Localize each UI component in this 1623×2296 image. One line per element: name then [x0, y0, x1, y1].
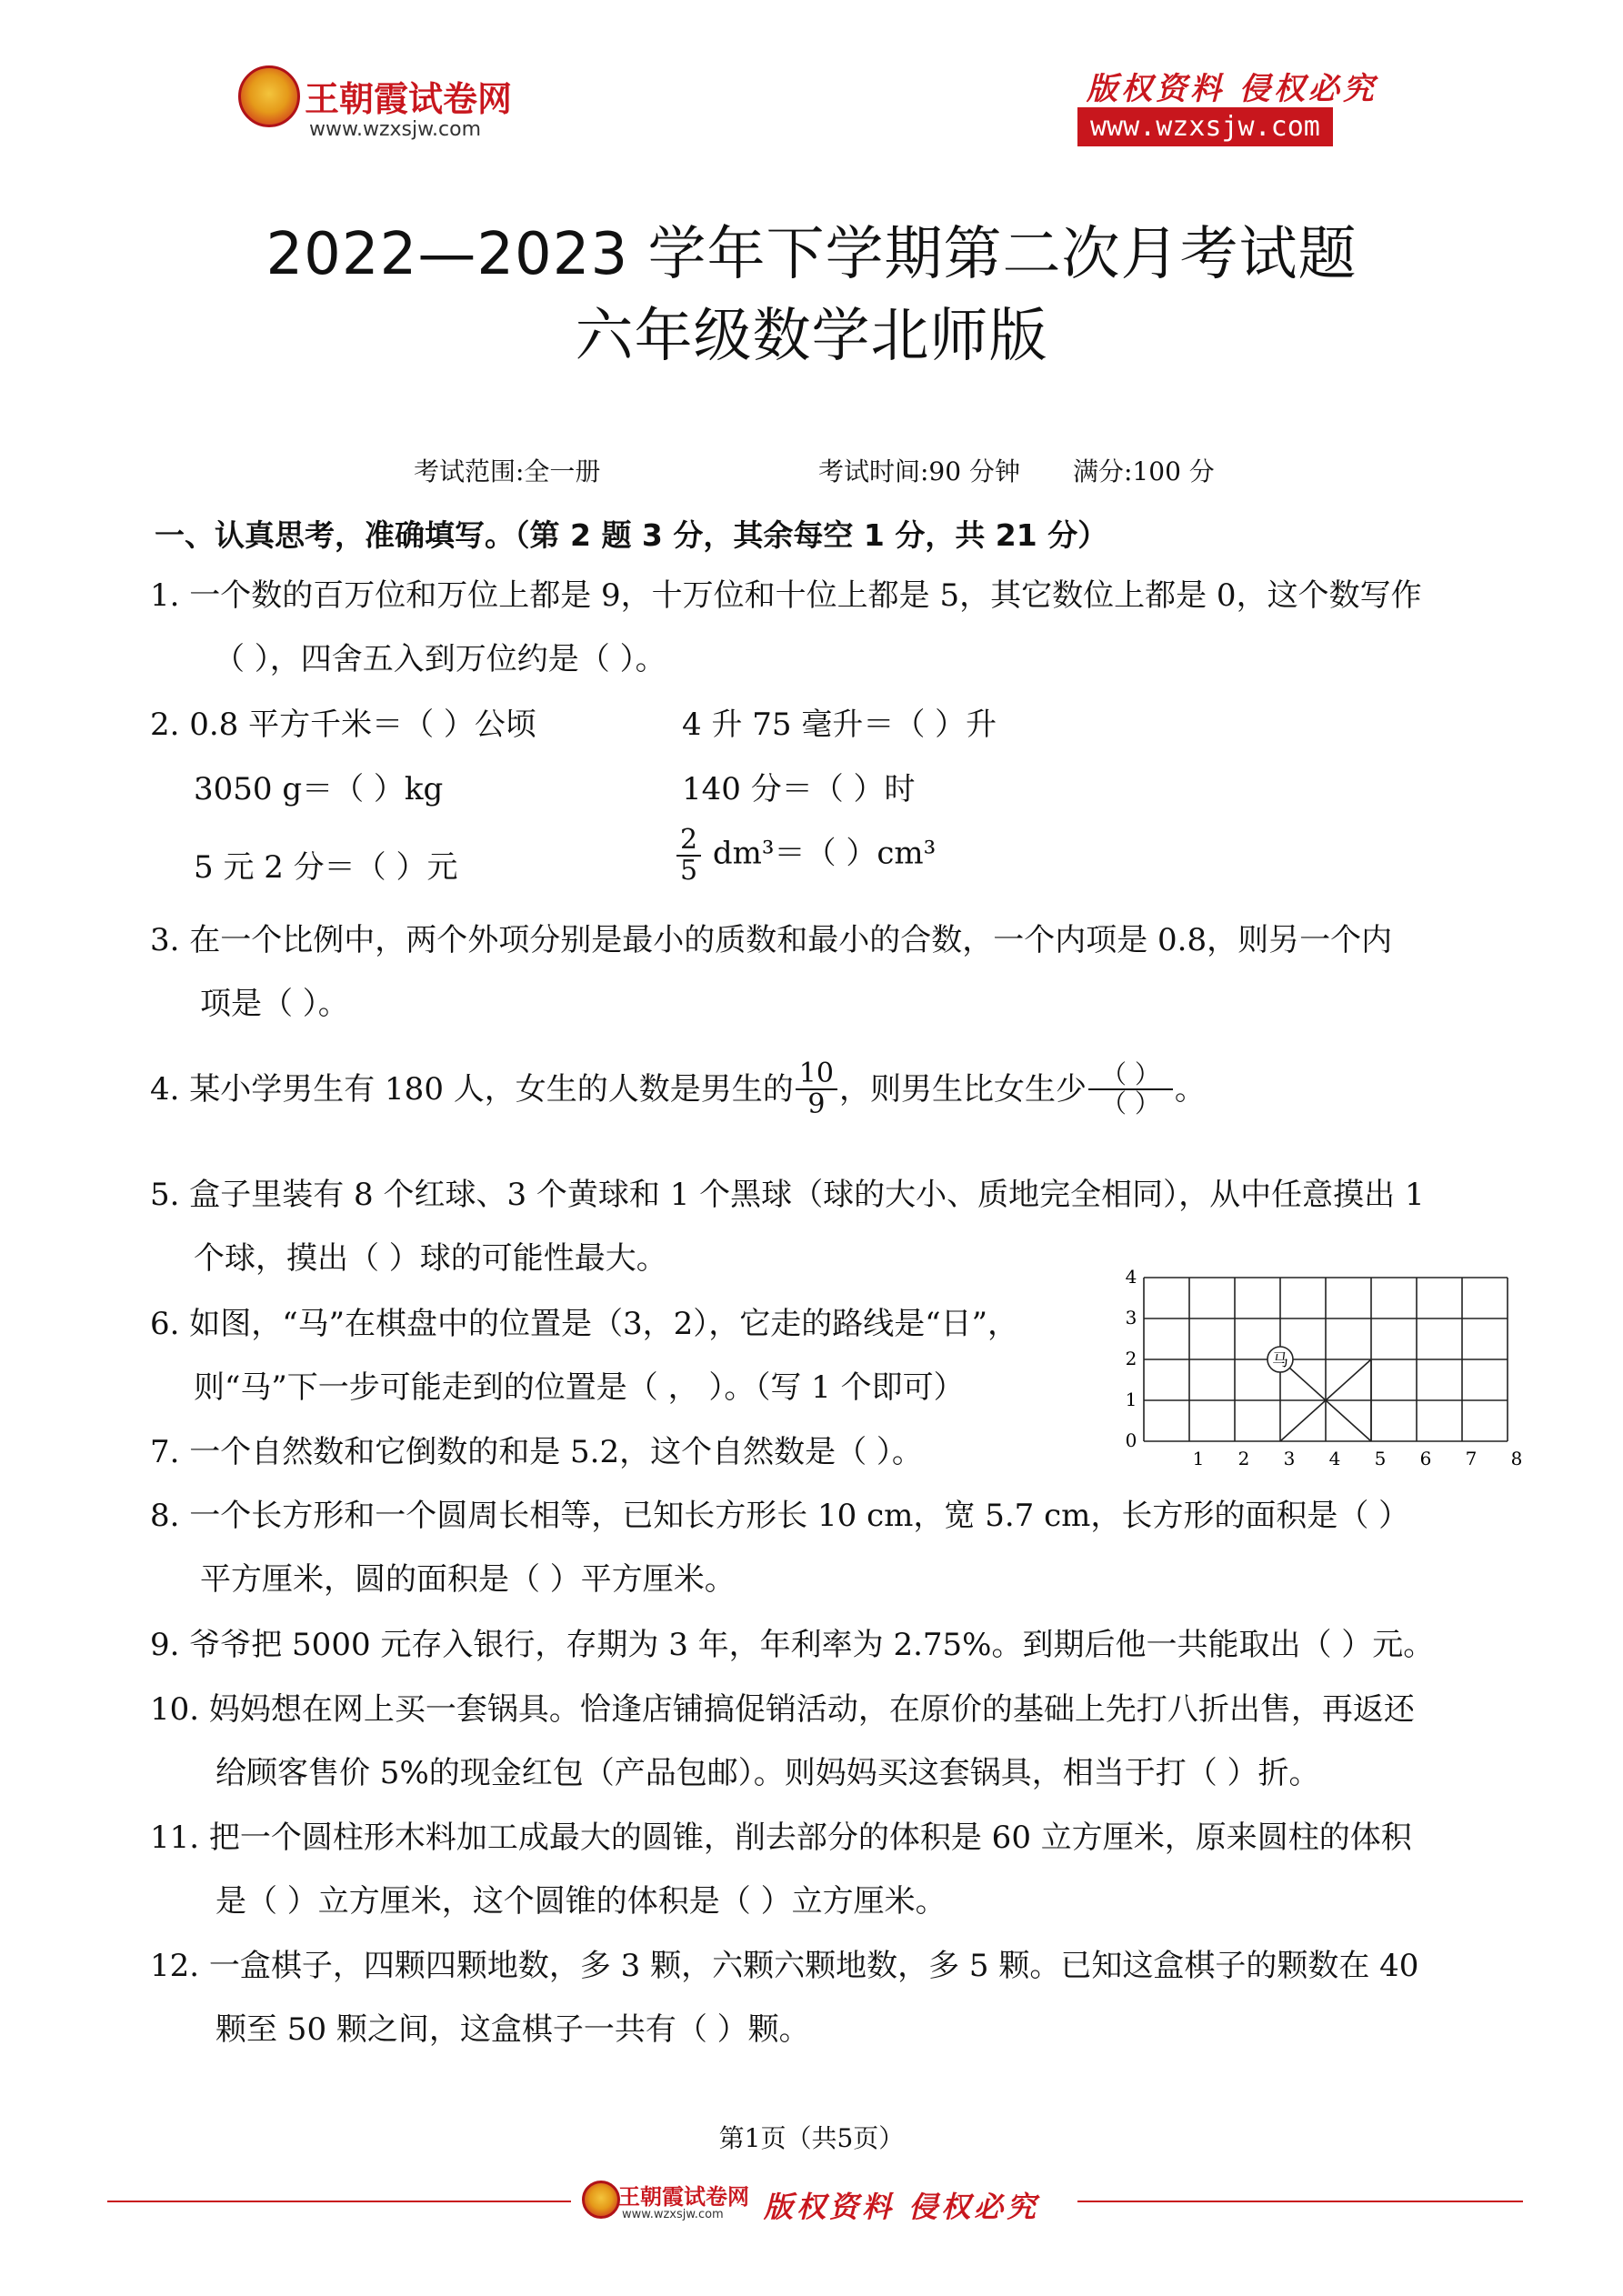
origin-label: 0 [1125, 1429, 1137, 1451]
copyright-url-banner: www.wzxsjw.com [1077, 107, 1333, 146]
brand-name: 王朝霞试卷网 [305, 79, 513, 119]
question-5-line-1: 5. 盒子里装有 8 个红球、3 个黄球和 1 个黑球（球的大小、质地完全相同），从中任意摸出 1 [150, 1177, 1425, 1213]
copyright-slogan: 版权资料 侵权必究 [1087, 71, 1378, 107]
question-1-line-1: 1. 一个数的百万位和万位上都是 9，十万位和十位上都是 5，其它数位上都是 0，这个数写作 [150, 577, 1422, 614]
brand-seal-logo [238, 65, 300, 127]
knight-path-segment [1326, 1400, 1371, 1441]
question-6-line-2: 则“马”下一步可能走到的位置是（ ， ）。（写 1 个即可） [194, 1369, 965, 1406]
question-2-d: 140 分＝（ ）时 [682, 771, 916, 807]
answer-fraction-blank[interactable]: $\frac{( )}{( )}$ [1088, 1061, 1173, 1117]
question-2-a: 2. 0.8 平方千米＝（ ）公顷 [150, 707, 536, 743]
knight-piece [1267, 1347, 1293, 1372]
question-2-e: 5 元 2 分＝（ ）元 [194, 849, 458, 886]
x-axis-label: 8 [1510, 1448, 1523, 1469]
question-2-b: 4 升 75 毫升＝（ ）升 [682, 707, 997, 743]
question-12-line-1: 12. 一盒棋子，四颗四颗地数，多 3 颗，六颗六颗地数，多 5 颗。已知这盒棋子的颗数在 40 [150, 1948, 1419, 1984]
x-axis-label: 7 [1465, 1448, 1478, 1469]
fraction-two-fifths: $\frac{2}{5}$ [676, 826, 701, 885]
footer-brand-name: 王朝霞试卷网 [618, 2184, 749, 2210]
question-10-line-1: 10. 妈妈想在网上买一套锅具。恰逢店铺搞促销活动，在原价的基础上先打八折出售，再返还 [150, 1691, 1415, 1728]
grid-lines [1144, 1278, 1508, 1441]
page-number: 第1页（共5页） [718, 2123, 905, 2153]
footer-brand-seal-logo [582, 2181, 620, 2219]
exam-full-marks: 满分:100 分 [1073, 456, 1215, 486]
footer-line-right [1077, 2201, 1523, 2202]
knight-piece-label: 马 [1272, 1351, 1288, 1370]
x-axis-label: 5 [1374, 1448, 1387, 1469]
section-1-heading: 一、认真思考，准确填写。（第 2 题 3 分，其余每空 1 分，共 21 分） [155, 517, 1108, 553]
fraction-ten-ninths: $\frac{10}{9}$ [796, 1059, 837, 1118]
question-1-line-2: （ ），四舍五入到万位约是（ ）。 [214, 641, 666, 677]
question-6-line-1: 6. 如图，“马”在棋盘中的位置是（3，2），它走的路线是“日”， [150, 1306, 1019, 1342]
footer-brand-url: www.wzxsjw.com [622, 2208, 724, 2221]
footer-line-left [107, 2201, 571, 2202]
knight-path-segment [1280, 1400, 1326, 1441]
question-7: 7. 一个自然数和它倒数的和是 5.2，这个自然数是（ ）。 [150, 1434, 923, 1470]
x-axis-label: 1 [1192, 1448, 1205, 1469]
question-9: 9. 爷爷把 5000 元存入银行，存期为 3 年，年利率为 2.75%。到期后他一共能取出（ ）元。 [150, 1627, 1435, 1663]
question-11-line-2: 是（ ）立方厘米，这个圆锥的体积是（ ）立方厘米。 [215, 1883, 947, 1920]
question-8-line-2: 平方厘米，圆的面积是（ ）平方厘米。 [200, 1561, 736, 1598]
exam-scope: 考试范围:全一册 [414, 456, 601, 486]
chessboard-grid-figure [1109, 1259, 1537, 1478]
question-10-line-2: 给顾客售价 5%的现金红包（产品包邮）。则妈妈买这套锅具，相当于打（ ）折。 [215, 1755, 1320, 1791]
question-3-line-1: 3. 在一个比例中，两个外项分别是最小的质数和最小的合数，一个内项是 0.8，则另一个内 [150, 922, 1393, 958]
knight-path-segment [1326, 1359, 1371, 1400]
question-11-line-1: 11. 把一个圆柱形木料加工成最大的圆锥，削去部分的体积是 60 立方厘米，原来圆柱的体积 [150, 1820, 1412, 1856]
y-axis-label: 1 [1125, 1389, 1137, 1410]
y-axis-label: 4 [1125, 1266, 1137, 1288]
question-4: 4. 某小学男生有 180 人，女生的人数是男生的 $\frac{10}{9}$ ，则男生比女生少 $\frac{( )}{( )}$ 。 [150, 1058, 1206, 1120]
x-axis-label: 6 [1419, 1448, 1432, 1469]
question-2-f: $\frac{2}{5}$ dm³＝（ ）cm³ [675, 826, 936, 885]
question-5-line-2: 个球，摸出（ ）球的可能性最大。 [194, 1240, 667, 1277]
x-axis-label: 4 [1328, 1448, 1341, 1469]
brand-url: www.wzxsjw.com [309, 118, 482, 141]
y-axis-label: 3 [1125, 1307, 1137, 1328]
question-12-line-2: 颗至 50 颗之间，这盒棋子一共有（ ）颗。 [215, 2011, 810, 2048]
exam-time: 考试时间:90 分钟 [818, 456, 1020, 486]
x-axis-label: 3 [1283, 1448, 1296, 1469]
x-axis-labels [1126, 1429, 1523, 1469]
title-line-2: 六年级数学北师版 [575, 303, 1048, 370]
question-2-c: 3050 g＝（ ）kg [194, 771, 444, 807]
x-axis-label: 2 [1237, 1448, 1250, 1469]
question-8-line-1: 8. 一个长方形和一个圆周长相等，已知长方形长 10 cm，宽 5.7 cm，长方形的面积是（ ） [150, 1498, 1410, 1534]
title-line-1: 2022—2023 学年下学期第二次月考试题 [265, 221, 1358, 288]
y-axis-label: 2 [1125, 1348, 1137, 1369]
y-axis-labels [1126, 1266, 1137, 1410]
question-3-line-2: 项是（ ）。 [200, 986, 349, 1022]
footer-slogan: 版权资料 侵权必究 [764, 2190, 1040, 2224]
